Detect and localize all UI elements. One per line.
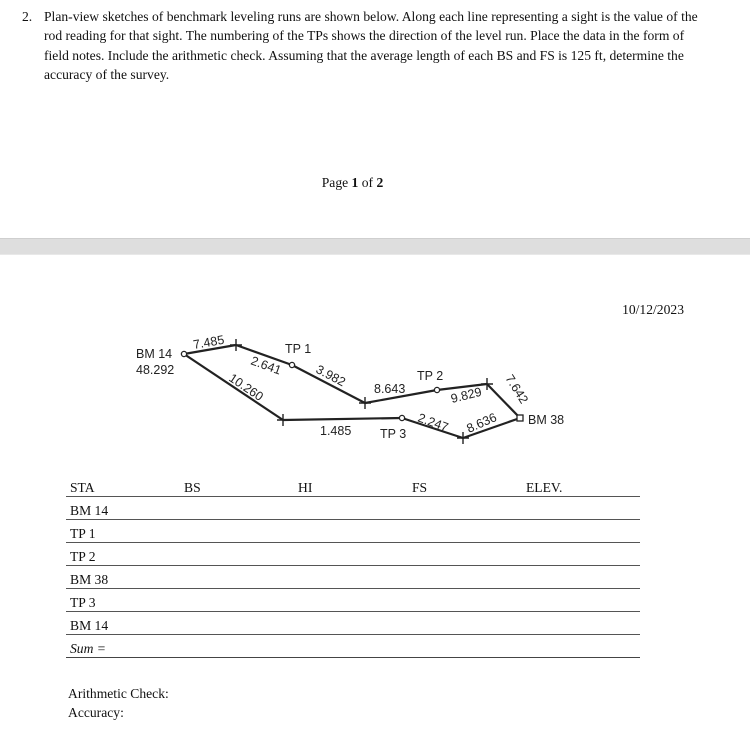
station-cell: BM 14 bbox=[66, 497, 180, 520]
reading-7642: 7.642 bbox=[502, 372, 531, 407]
answer-prompts bbox=[68, 684, 169, 722]
fs-cell[interactable] bbox=[408, 566, 522, 589]
hi-cell[interactable] bbox=[294, 543, 408, 566]
bs-cell[interactable] bbox=[180, 589, 294, 612]
table-row bbox=[66, 520, 640, 543]
problem-text: Plan-view sketches of benchmark leveling runs are shown below. Along each line representing a sight is the value of the rod reading for that sight. The numbering of the TPs shows the direction of the level run. Place the data in the form of field notes. Include the arithmetic check. Assuming that the average length of each BS and FS is 125 ft, determine the accuracy of the survey. bbox=[44, 9, 698, 82]
tp3-label: TP 3 bbox=[380, 427, 407, 441]
fs-cell[interactable] bbox=[408, 612, 522, 635]
problem-statement bbox=[22, 7, 712, 84]
elev-cell[interactable] bbox=[522, 566, 640, 589]
page-prefix: Page bbox=[321, 175, 352, 190]
sight-line-tp3-setup5 bbox=[283, 418, 402, 420]
setup-mark-1 bbox=[230, 339, 242, 351]
header-elev: ELEV. bbox=[522, 480, 640, 497]
elev-cell[interactable] bbox=[522, 543, 640, 566]
leveling-run-sketch bbox=[0, 320, 750, 460]
elev-cell[interactable] bbox=[522, 589, 640, 612]
table-header-row bbox=[66, 480, 640, 497]
station-cell: BM 14 bbox=[66, 612, 180, 635]
reading-3982: 3.982 bbox=[313, 362, 348, 390]
tp3-point bbox=[399, 415, 404, 420]
elev-cell[interactable] bbox=[522, 520, 640, 543]
setup-mark-2 bbox=[359, 397, 371, 409]
sum-label: Sum = bbox=[66, 635, 180, 658]
problem-number: 2. bbox=[22, 9, 33, 24]
reading-10260: 10.260 bbox=[226, 370, 266, 404]
fs-cell[interactable] bbox=[408, 589, 522, 612]
bs-cell[interactable] bbox=[180, 566, 294, 589]
fs-cell[interactable] bbox=[408, 520, 522, 543]
bs-cell[interactable] bbox=[180, 543, 294, 566]
bm38-point bbox=[517, 415, 523, 421]
header-sta: STA bbox=[66, 480, 180, 497]
bm14-label: BM 14 bbox=[136, 347, 173, 361]
elev-cell[interactable] bbox=[522, 612, 640, 635]
tp1-label: TP 1 bbox=[285, 342, 312, 356]
table-row bbox=[66, 566, 640, 589]
hi-cell[interactable] bbox=[294, 612, 408, 635]
bs-cell[interactable] bbox=[180, 612, 294, 635]
station-cell: TP 1 bbox=[66, 520, 180, 543]
fs-sum-cell[interactable] bbox=[408, 635, 522, 658]
setup-mark-5 bbox=[277, 414, 289, 426]
fs-cell[interactable] bbox=[408, 497, 522, 520]
station-cell: BM 38 bbox=[66, 566, 180, 589]
header-hi: HI bbox=[294, 480, 408, 497]
page-separator bbox=[0, 238, 750, 255]
reading-8636: 8.636 bbox=[464, 410, 499, 436]
elev-sum-cell[interactable] bbox=[522, 635, 640, 658]
table-row bbox=[66, 589, 640, 612]
station-cell: TP 3 bbox=[66, 589, 180, 612]
reading-7485: 7.485 bbox=[192, 332, 226, 352]
table-row bbox=[66, 612, 640, 635]
reading-9829: 9.829 bbox=[449, 384, 484, 406]
elev-cell[interactable] bbox=[522, 497, 640, 520]
page-middle: of bbox=[358, 175, 377, 190]
hi-cell[interactable] bbox=[294, 520, 408, 543]
sum-row bbox=[66, 635, 640, 658]
field-notes-table bbox=[66, 480, 640, 658]
header-fs: FS bbox=[408, 480, 522, 497]
fs-cell[interactable] bbox=[408, 543, 522, 566]
page-indicator bbox=[0, 175, 705, 191]
hi-cell[interactable] bbox=[294, 589, 408, 612]
setup-mark-4 bbox=[457, 432, 469, 444]
bs-sum-cell[interactable] bbox=[180, 635, 294, 658]
table-row bbox=[66, 497, 640, 520]
reading-2247: 2.247 bbox=[415, 410, 451, 435]
bm14-point bbox=[181, 351, 186, 356]
tp2-label: TP 2 bbox=[417, 369, 444, 383]
accuracy-label: Accuracy: bbox=[68, 705, 124, 720]
reading-1485: 1.485 bbox=[320, 424, 352, 438]
bm14-elevation: 48.292 bbox=[136, 363, 175, 377]
reading-2641: 2.641 bbox=[248, 353, 284, 378]
table-row bbox=[66, 543, 640, 566]
hi-cell[interactable] bbox=[294, 497, 408, 520]
header-bs: BS bbox=[180, 480, 294, 497]
page-total: 2 bbox=[376, 175, 384, 190]
bm38-label: BM 38 bbox=[528, 413, 565, 427]
tp2-point bbox=[434, 387, 439, 392]
page-current: 1 bbox=[351, 175, 359, 190]
hi-sum-cell[interactable] bbox=[294, 635, 408, 658]
tp1-point bbox=[289, 362, 294, 367]
arithmetic-check-label: Arithmetic Check: bbox=[68, 686, 169, 701]
date-header: 10/12/2023 bbox=[622, 302, 684, 317]
station-cell: TP 2 bbox=[66, 543, 180, 566]
bs-cell[interactable] bbox=[180, 497, 294, 520]
bs-cell[interactable] bbox=[180, 520, 294, 543]
reading-8643: 8.643 bbox=[374, 382, 406, 396]
hi-cell[interactable] bbox=[294, 566, 408, 589]
